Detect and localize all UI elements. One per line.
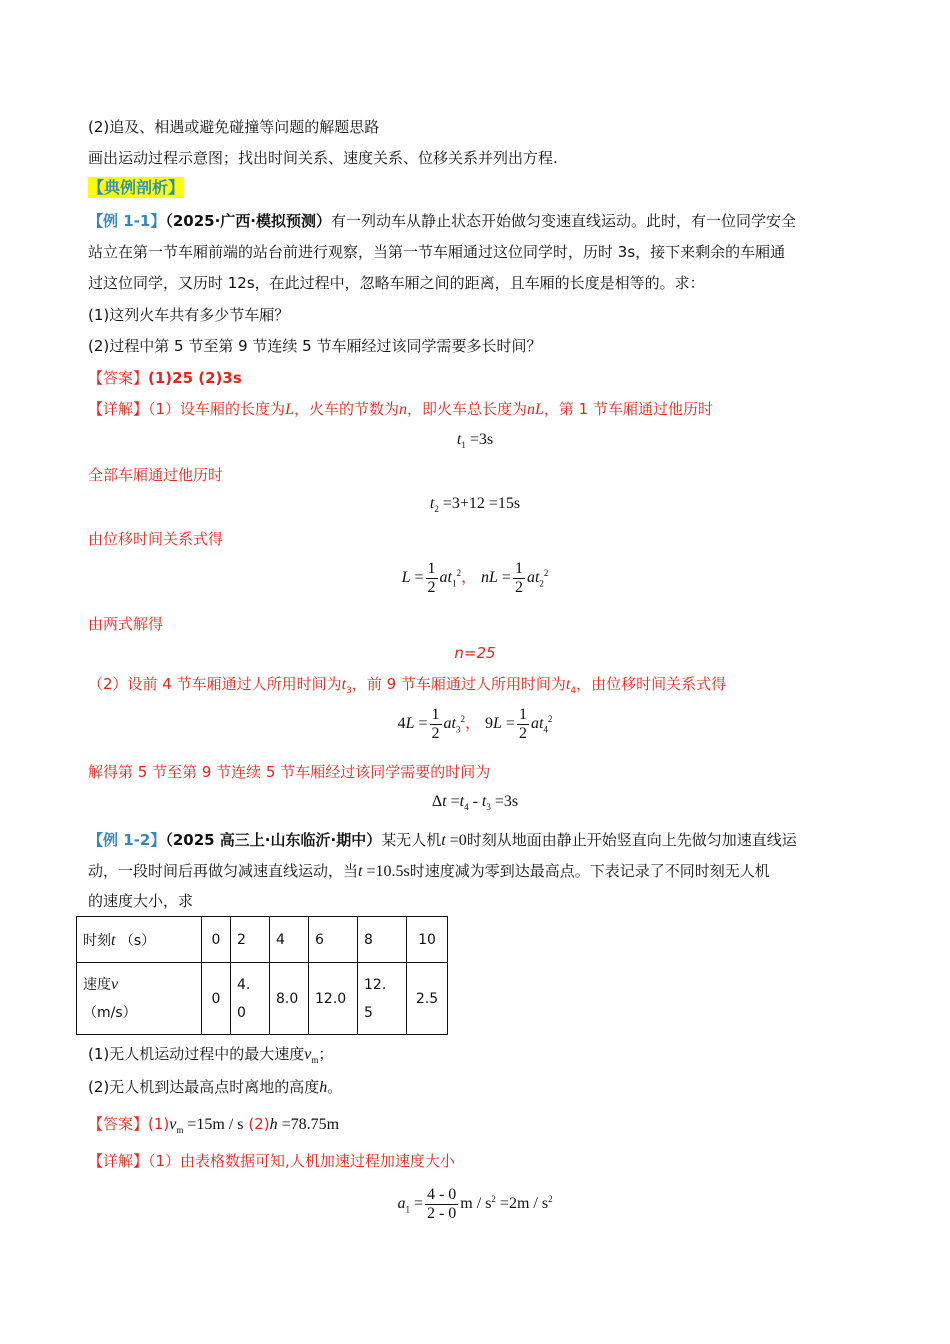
ex1-d2-b: ，前 9 节车厢通过人所用时间为 <box>351 675 566 693</box>
speed-label: 速度 <box>83 976 111 993</box>
time-label: 时刻 <box>83 932 111 949</box>
section-title <box>88 178 184 198</box>
time-unit: （s） <box>119 932 156 949</box>
ex2-sub1: (1)无人机运动过程中的最大速度$v_m$； <box>88 1045 334 1066</box>
ex1-d1-a: （1）设车厢的长度为 <box>148 400 286 418</box>
ex1-question-line3: 过这位同学，又历时 12s，在此过程中，忽略车厢之间的距离，且车厢的长度是相等的。求： <box>88 274 705 292</box>
ex1-sub2: (2)过程中第 5 节至第 9 节连续 5 节车厢经过该同学需要多长时间？ <box>88 337 542 355</box>
ex2-ans2-value: =78.75m <box>281 1116 340 1133</box>
table-cell: 速度v （m/s） <box>77 963 202 1035</box>
ex1-d1-L: L <box>285 401 294 418</box>
ex2-sub2: (2)无人机到达最高点时离地的高度h。 <box>88 1078 343 1096</box>
ex1-d1-c: ，即火车总长度为 <box>406 400 527 418</box>
ex2-q2-b: 时速度减为零到达最高点。下表记录了不同时刻无人机 <box>409 862 770 880</box>
ex2-answer: 【答案】$(1)v_m =15m / s$ (2)h =78.75m <box>88 1115 340 1136</box>
ex1-sub1: (1)这列火车共有多少节车厢？ <box>88 306 290 324</box>
table-cell: 12.0 <box>309 963 358 1035</box>
ex2-sub1-text: (1)无人机运动过程中的最大速度 <box>88 1045 305 1063</box>
ex2-ans1: (1) <box>148 1115 170 1133</box>
ex1-answer <box>88 368 242 388</box>
table-cell: 8.0 <box>270 963 309 1035</box>
ex2-q-a: 某无人机 <box>381 831 442 849</box>
ex1-d2-c: ，由位移时间关系式得 <box>576 675 727 693</box>
ex1-question-line1 <box>88 211 796 231</box>
table-cell: 0 <box>202 963 231 1035</box>
ex2-q-b: 时刻从地面由静止开始竖直向上先做匀加速直线运 <box>466 831 797 849</box>
ex2-detail1-text: （1）由表格数据可知,人机加速过程加速度大小 <box>148 1152 455 1170</box>
ex2-question-line1: 【例 1-2】（2025 高三上·山东临沂·期中）某无人机t =0时刻从地面由静止开始竖直向上先做匀加速直线运 <box>88 831 797 849</box>
ex1-eq5-value: =3s <box>494 793 519 810</box>
ex2-ans1-value: =15m / s <box>187 1116 244 1133</box>
table-cell: 10 <box>407 917 448 963</box>
ex1-d1-nL: nL <box>527 401 544 418</box>
ex2-answer-tag: 【答案】 <box>88 1115 149 1133</box>
table-cell: 时刻t （s） <box>77 917 202 963</box>
ex1-eq1: $t_1 =3s$ <box>456 431 494 451</box>
ex1-d1-d: ，第 1 节车厢通过他历时 <box>543 400 713 418</box>
table-row <box>77 963 448 1035</box>
table-cell: 2.5 <box>407 963 448 1035</box>
intro-text: 画出运动过程示意图；找出时间关系、速度关系、位移关系并列出方程. <box>88 149 558 167</box>
ex1-n-result: n=25 <box>454 644 496 662</box>
ex2-ans2: (2) <box>248 1115 270 1133</box>
ex2-q2-a: 动，一段时间后再做匀减速直线运动，当 <box>88 862 359 880</box>
ex1-eq1-value: =3s <box>469 431 494 448</box>
ex2-sub2-text: (2)无人机到达最高点时离地的高度 <box>88 1078 320 1096</box>
table-cell: 8 <box>358 917 407 963</box>
ex2-source: （2025 高三上·山东临沂·期中） <box>165 831 382 849</box>
ex1-eq2-value: =3+12 =15s <box>442 495 521 512</box>
speed-value-part: 0 <box>237 1004 246 1021</box>
eq-a1-unit: m / s <box>460 1195 492 1213</box>
ex1-by-disp: 由位移时间关系式得 <box>88 530 224 548</box>
ex1-detail-1 <box>88 399 713 420</box>
table-cell: 6 <box>309 917 358 963</box>
table-cell: 0 <box>202 917 231 963</box>
ex1-answer-tag: 【答案】 <box>88 369 149 387</box>
ex1-d1-b: ，火车的节数为 <box>293 400 399 418</box>
table-cell: 2 <box>231 917 270 963</box>
ex1-d2-a: （2）设前 4 节车厢通过人所用时间为 <box>88 675 342 693</box>
speed-value-part: 12. <box>364 976 387 993</box>
table-cell <box>231 963 270 1035</box>
ex2-sub2-end: 。 <box>327 1078 343 1096</box>
ex1-all-text: 全部车厢通过他历时 <box>88 466 224 484</box>
ex1-eq5: $\Delta t =t_4 - t_3 =3s$ <box>431 793 519 813</box>
table-cell: 4 <box>270 917 309 963</box>
speed-unit: （m/s） <box>83 1004 137 1021</box>
table-cell <box>358 963 407 1035</box>
ex1-eq3: L = $\frac{1}{2}$ $at_1^2$， nL = $\frac{1}{2}$ $at_2^2$ <box>401 560 549 596</box>
eq-a1-result: =2m / s <box>499 1195 549 1213</box>
ex2-detail-tag: 【详解】 <box>88 1152 149 1170</box>
ex2-question-line3: 的速度大小，求 <box>88 892 194 910</box>
intro-heading: (2)追及、相遇或避免碰撞等问题的解题思路 <box>88 118 380 136</box>
ex1-detail-2: （2）设前 4 节车厢通过人所用时间为$t_3$，前 9 节车厢通过人所用时间为$t_4$，由位移时间关系式得 <box>88 675 727 696</box>
ex1-by-two: 由两式解得 <box>88 615 164 633</box>
ex1-q1: 有一列动车从静止状态开始做匀变速直线运动。此时，有一位同学安全 <box>330 212 796 230</box>
eq-a1-numerator: 4 - 0 <box>426 1186 457 1203</box>
ex2-tag: 【例 1-2】 <box>88 831 166 849</box>
ex2-sub1-end: ； <box>318 1045 334 1063</box>
ex2-data-table <box>76 916 448 1035</box>
ex1-source: （2025·广西·模拟预测） <box>165 212 331 230</box>
ex1-eq2: $t_2 =3+12 =15s$ <box>429 495 521 515</box>
ex2-eq-a1: $a_1$ = $\frac{4 - 0}{2 - 0}$ $m / s^2 =2m / s^2$ <box>397 1186 553 1222</box>
ex1-tag: 【例 1-1】 <box>88 212 166 230</box>
ex2-question-line2: 动，一段时间后再做匀减速直线运动，当t =10.5s时速度减为零到达最高点。下表记录了不同时刻无人机 <box>88 862 770 880</box>
ex2-detail-1 <box>88 1151 455 1171</box>
ex1-answer-value: (1)25 (2)3s <box>148 369 242 387</box>
speed-value-part: 4. <box>237 976 251 993</box>
table-row <box>77 917 448 963</box>
ex1-eq4: 4L = $\frac{1}{2}$ $at_3^2$， 9L = $\frac{1}{2}$ $at_4^2$ <box>397 706 553 742</box>
ex1-solve-text: 解得第 5 节至第 9 节连续 5 节车厢经过该同学需要的时间为 <box>88 763 491 781</box>
eq-a1-denominator: 2 - 0 <box>426 1205 457 1222</box>
ex1-detail-tag: 【详解】 <box>88 400 149 418</box>
section-title-label: 【典例剖析】 <box>88 178 185 197</box>
speed-value-part: 5 <box>364 1004 373 1021</box>
ex1-question-line2: 站立在第一节车厢前端的站台前进行观察，当第一节车厢通过这位同学时，历时 3s，接下来剩余的车厢通 <box>88 243 786 261</box>
ex1-d1-n: n <box>398 401 407 418</box>
